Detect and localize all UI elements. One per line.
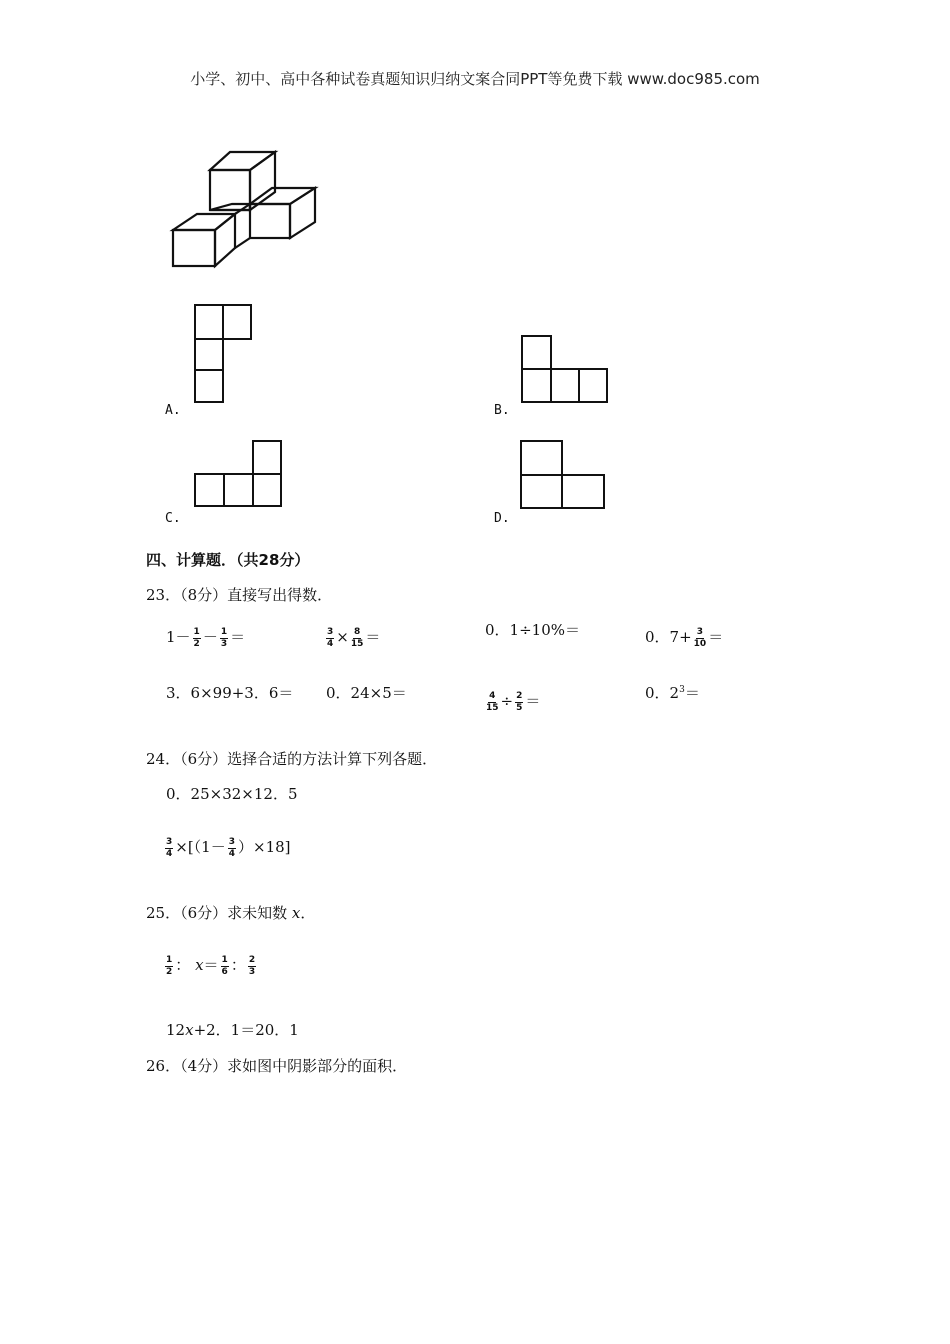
fraction: $\frac{2}{3}$ [248, 954, 256, 977]
option-d-label: D. [494, 511, 510, 526]
q24-title: 24．（6分）选择合适的方法计算下列各题． [146, 750, 438, 768]
page-header: 小学、初中、高中各种试卷真题知识归纳文案合同PPT等免费下载 www.doc985.com [190, 70, 760, 88]
q24-expr-1: 0．25×32×12．5 [166, 785, 298, 803]
fraction: $\frac{1}{2}$ [193, 626, 200, 649]
option-c-figure [194, 440, 286, 510]
fraction: $\frac{3}{10}$ [693, 626, 707, 649]
option-d-figure [520, 440, 610, 512]
option-b-label: B. [494, 403, 510, 418]
q25-expr-1: $\frac{1}{2}$ ： x＝ $\frac{1}{6}$ ： $\frac{2}{3}$ [166, 954, 256, 977]
cube-figure [165, 148, 325, 273]
fraction: $\frac{4}{15}$ [486, 690, 499, 713]
fraction: $\frac{1}{3}$ [220, 626, 228, 649]
q26-title: 26．（4分）求如图中阴影部分的面积． [146, 1057, 408, 1075]
option-a-label: A. [165, 403, 181, 418]
q25-title: 25．（6分）求未知数 x． [146, 904, 316, 922]
fraction: $\frac{1}{2}$ [166, 954, 173, 977]
q23-expr-2: $\frac{3}{4}$ × $\frac{8}{15}$ ＝ [327, 626, 381, 649]
q23-expr-7: $\frac{4}{15}$ ÷ $\frac{2}{5}$ ＝ [486, 690, 541, 713]
q23-expr-8: 0．$2^3=$ [645, 684, 700, 702]
fraction: $\frac{3}{4}$ [327, 626, 334, 649]
q23-expr-6: 0．24×5＝ [326, 684, 407, 702]
q23-title: 23．（8分）直接写出得数． [146, 586, 333, 604]
fraction: $\frac{8}{15}$ [350, 626, 364, 649]
option-b-figure [521, 335, 611, 405]
q23-expr-3: 0．1÷10%＝ [485, 621, 580, 639]
fraction: $\frac{3}{4}$ [166, 836, 173, 859]
option-c-label: C. [165, 511, 181, 526]
fraction: $\frac{3}{4}$ [228, 836, 235, 859]
q24-expr-2: $\frac{3}{4}$ ×[（1－ $\frac{3}{4}$ ）×18] [166, 836, 291, 859]
q25-expr-2: 12x+2．1＝20．1 [166, 1021, 299, 1039]
q23-expr-1: 1－ $\frac{1}{2}$ － $\frac{1}{3}$ ＝ [166, 626, 246, 649]
q23-expr-5: 3．6×99+3．6＝ [166, 684, 294, 702]
fraction: $\frac{2}{5}$ [516, 690, 523, 713]
option-a-figure [194, 304, 256, 404]
fraction: $\frac{1}{6}$ [221, 954, 228, 977]
q23-expr-4: 0．7+ $\frac{3}{10}$ ＝ [645, 626, 724, 649]
section-4-title: 四、计算题．（共28分） [146, 551, 310, 569]
